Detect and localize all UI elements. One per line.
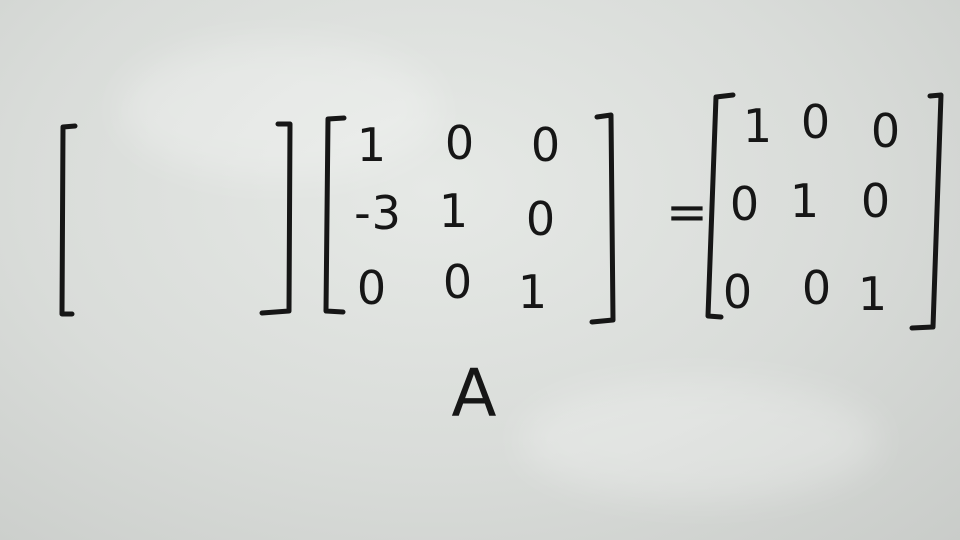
matrix-a-entry: 0 bbox=[356, 261, 388, 315]
identity-entry: 1 bbox=[789, 174, 821, 228]
identity-entry: 0 bbox=[729, 177, 761, 231]
matrix-a-entry: 0 bbox=[525, 192, 557, 246]
left-matrix-open-bracket bbox=[62, 126, 75, 314]
identity-entry: 0 bbox=[860, 174, 892, 228]
left-matrix-close-bracket bbox=[262, 124, 290, 313]
identity-entry: 1 bbox=[742, 99, 774, 153]
matrix-a-entry: 0 bbox=[442, 255, 474, 309]
matrix-a-entry: 1 bbox=[356, 118, 388, 172]
identity-entry: 1 bbox=[857, 267, 889, 321]
matrix-a-open-bracket bbox=[326, 118, 344, 312]
equals-sign: = bbox=[666, 183, 708, 241]
identity-entry: 0 bbox=[870, 104, 902, 158]
identity-entry: 0 bbox=[722, 265, 754, 319]
matrix-a-close-bracket bbox=[592, 115, 613, 322]
identity-entry: 0 bbox=[800, 95, 832, 149]
matrix-a-entry: -3 bbox=[354, 186, 402, 240]
identity-entry: 0 bbox=[801, 261, 833, 315]
matrix-a-entry: 1 bbox=[438, 184, 470, 238]
matrix-a-entry: 0 bbox=[444, 116, 476, 170]
matrix-a-entry: 1 bbox=[517, 265, 549, 319]
matrix-a-label: A bbox=[451, 355, 497, 432]
identity-close-bracket bbox=[912, 95, 941, 328]
matrix-a-entry: 0 bbox=[530, 118, 562, 172]
